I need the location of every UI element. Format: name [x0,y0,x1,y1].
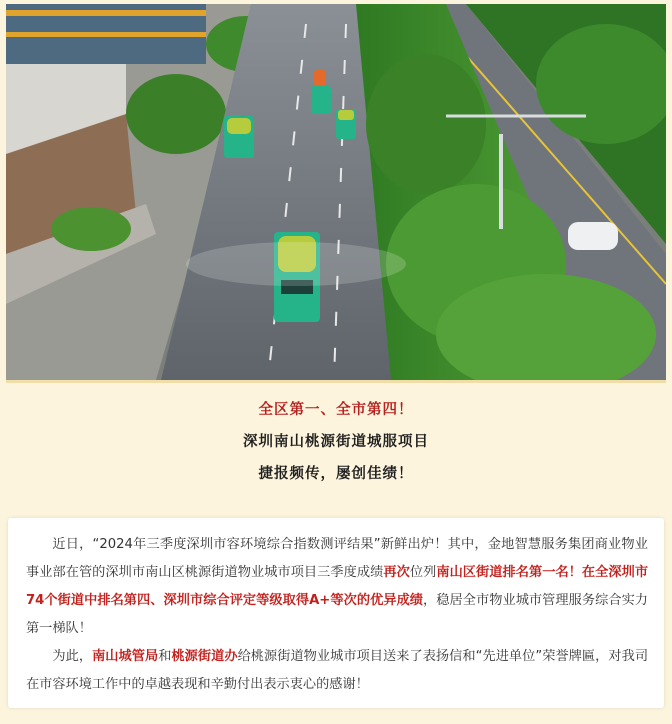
p2-highlight-office: 桃源街道办 [171,649,238,664]
p1-highlight-ranking: 南山区街道排名第一名！在全深圳市74个街道中排名第四、深圳市综合评定等级取得A+等次的优异成绩 [26,565,649,608]
p2-text-a: 为此， [52,649,93,664]
p1-highlight-again: 再次 [383,565,410,580]
aerial-road-photo [6,4,666,383]
p1-text-c: 位列 [409,565,437,580]
p1-text-a: 近日，“2024年三季度深圳市容环境综合指数测评结果”新鲜出炉！其中，金地智慧服务集团商业物业事业部在管的深圳市南山区桃源街道物业城市项目三季度成绩 [26,537,648,580]
p2-highlight-bureau: 南山城管局 [92,649,159,664]
headline-project: 深圳南山桃源街道城服项目 [243,434,429,450]
article-paragraph-2 [26,643,648,699]
aerial-road-photo-icon [6,4,666,380]
article-paragraph-1 [26,531,648,643]
headline-rank: 全区第一、全市第四！ [258,402,414,418]
headline-achievement: 捷报频传，屡创佳绩！ [258,466,414,482]
article-card [8,518,664,708]
p2-text-c: 和 [158,649,172,664]
p2-text-e: 给桃源街道物业城市项目送来了表扬信和“先进单位”荣誉牌匾，对我司在市容环境工作中的卓越表现和辛勤付出表示衷心的感谢！ [26,649,649,692]
p1-text-e: ，稳居全市物业城市管理服务综合实力第一梯队！ [26,593,648,636]
